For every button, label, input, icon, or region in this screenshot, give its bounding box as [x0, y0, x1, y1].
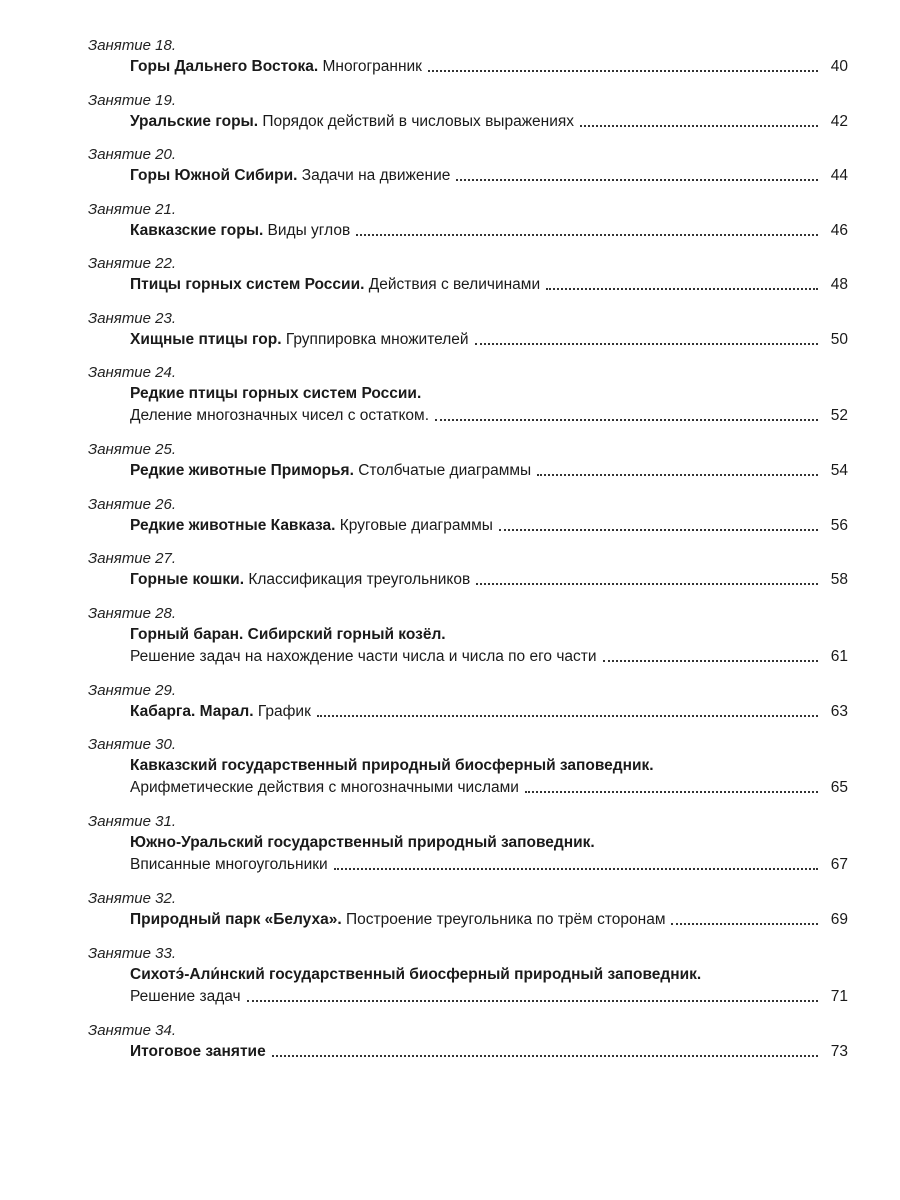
dot-leader	[580, 124, 818, 127]
entry-topic: Действия с величинами	[364, 276, 541, 293]
entry-topic: Построение треугольника по трём сторонам	[341, 911, 666, 928]
toc-entry	[88, 440, 848, 495]
dot-leader	[476, 582, 818, 585]
toc-entry	[88, 254, 848, 309]
toc-entry	[88, 549, 848, 604]
dot-leader	[272, 1054, 818, 1057]
page-number: 69	[830, 911, 848, 928]
toc-line[interactable]	[130, 274, 848, 296]
entry-topic: Многогранник	[318, 58, 422, 75]
lesson-number: Занятие 19.	[88, 91, 177, 109]
toc-line[interactable]	[130, 165, 848, 187]
toc-line[interactable]	[130, 405, 848, 427]
lesson-number: Занятие 34.	[88, 1021, 177, 1039]
lesson-number: Занятие 24.	[88, 364, 177, 381]
dot-leader	[428, 69, 818, 72]
toc-entry	[88, 363, 848, 440]
entry-title: Редкие животные Кавказа.	[130, 516, 336, 534]
lesson-number: Занятие 31.	[88, 813, 177, 830]
toc-line[interactable]	[130, 329, 848, 351]
page-number: 67	[830, 856, 848, 873]
toc-entry	[88, 812, 848, 889]
page-number: 46	[830, 221, 848, 239]
entry-topic: Столбчатые диаграммы	[353, 462, 532, 479]
toc-entry	[88, 889, 848, 944]
dot-leader	[435, 418, 818, 421]
entry-title: Сихотэ́-Али́нский государственный биосферный природный заповедник.	[130, 965, 702, 983]
page-number: 44	[830, 167, 848, 184]
entry-topic: Деление многозначных чисел с остатком.	[130, 407, 429, 424]
dot-leader	[499, 528, 818, 531]
entry-title: Птицы горных систем России.	[130, 276, 365, 293]
toc-entry	[88, 495, 848, 550]
page-number: 40	[830, 58, 848, 75]
lesson-number: Занятие 18.	[88, 37, 177, 54]
page-number: 56	[830, 516, 848, 534]
page-number: 73	[830, 1042, 848, 1060]
toc-line[interactable]	[130, 646, 848, 668]
toc-entry	[88, 145, 848, 200]
toc-entry	[88, 309, 848, 364]
entry-title: Горные кошки.	[130, 571, 245, 588]
toc-line[interactable]	[130, 111, 848, 133]
entry-topic: Виды углов	[263, 221, 351, 239]
lesson-number: Занятие 25.	[88, 441, 177, 458]
lesson-number: Занятие 28.	[88, 604, 177, 622]
toc-entry	[88, 200, 848, 255]
page-number: 42	[830, 112, 848, 130]
page-number: 65	[830, 779, 848, 796]
lesson-number: Занятие 22.	[88, 255, 177, 272]
entry-topic: Классификация треугольников	[244, 571, 471, 588]
entry-title: Горный баран. Сибирский горный козёл.	[130, 625, 446, 643]
dot-leader	[603, 659, 818, 662]
lesson-number: Занятие 29.	[88, 681, 177, 699]
entry-title: Редкие птицы горных систем России.	[130, 385, 422, 402]
entry-title: Уральские горы.	[130, 112, 259, 130]
dot-leader	[317, 714, 818, 717]
dot-leader	[456, 178, 818, 181]
toc-entry	[88, 1021, 848, 1076]
entry-title: Кавказские горы.	[130, 221, 264, 239]
toc-line[interactable]	[130, 986, 848, 1008]
page-number: 58	[830, 571, 848, 588]
entry-topic: График	[253, 702, 311, 720]
entry-title: Хищные птицы гор.	[130, 330, 282, 348]
table-of-contents	[88, 36, 848, 1075]
toc-line[interactable]	[130, 701, 848, 723]
page-number: 71	[830, 987, 848, 1005]
entry-topic: Круговые диаграммы	[335, 516, 493, 534]
toc-entry	[88, 604, 848, 681]
toc-line[interactable]	[130, 515, 848, 537]
toc-line[interactable]	[130, 460, 848, 482]
entry-topic: Решение задач	[130, 987, 241, 1005]
lesson-number: Занятие 33.	[88, 944, 177, 962]
entry-topic: Задачи на движение	[297, 167, 451, 184]
lesson-number: Занятие 21.	[88, 200, 177, 218]
page-number: 63	[830, 702, 848, 720]
lesson-number: Занятие 23.	[88, 309, 177, 327]
entry-title: Кавказский государственный природный биосферный заповедник.	[130, 757, 654, 774]
lesson-number: Занятие 27.	[88, 550, 177, 567]
toc-entry	[88, 735, 848, 812]
dot-leader	[247, 999, 818, 1002]
dot-leader	[671, 922, 818, 925]
page-number: 52	[830, 407, 848, 424]
toc-line[interactable]	[130, 220, 848, 242]
lesson-number: Занятие 32.	[88, 890, 177, 907]
entry-topic: Группировка множителей	[281, 330, 469, 348]
dot-leader	[356, 233, 818, 236]
entry-title: Кабарга. Марал.	[130, 702, 254, 720]
dot-leader	[334, 867, 818, 870]
dot-leader	[525, 790, 818, 793]
entry-title: Горы Южной Сибири.	[130, 167, 298, 184]
toc-line[interactable]	[130, 909, 848, 931]
entry-title: Редкие животные Приморья.	[130, 462, 354, 479]
entry-title: Южно-Уральский государственный природный заповедник.	[130, 834, 595, 851]
page-number: 61	[830, 647, 848, 665]
toc-line[interactable]	[130, 1041, 848, 1063]
toc-line[interactable]	[130, 56, 848, 78]
dot-leader	[537, 473, 818, 476]
entry-title: Горы Дальнего Востока.	[130, 58, 319, 75]
dot-leader	[475, 342, 818, 345]
toc-entry	[88, 681, 848, 736]
toc-entry	[88, 36, 848, 91]
page-number: 50	[830, 330, 848, 348]
entry-topic: Решение задач на нахождение части числа и числа по его части	[130, 647, 597, 665]
toc-line[interactable]	[130, 777, 848, 799]
page-number: 54	[830, 462, 848, 479]
toc-line[interactable]	[130, 854, 848, 876]
lesson-number: Занятие 20.	[88, 146, 177, 163]
entry-topic: Арифметические действия с многозначными числами	[130, 779, 519, 796]
toc-entry	[88, 944, 848, 1021]
entry-topic: Вписанные многоугольники	[130, 856, 328, 873]
lesson-number: Занятие 30.	[88, 736, 177, 753]
lesson-number: Занятие 26.	[88, 495, 177, 513]
dot-leader	[546, 287, 818, 290]
entry-title: Природный парк «Белуха».	[130, 911, 342, 928]
entry-topic: Порядок действий в числовых выражениях	[258, 112, 575, 130]
page-number: 48	[830, 276, 848, 293]
toc-line[interactable]	[130, 569, 848, 591]
entry-title: Итоговое занятие	[130, 1042, 266, 1060]
toc-entry	[88, 91, 848, 146]
